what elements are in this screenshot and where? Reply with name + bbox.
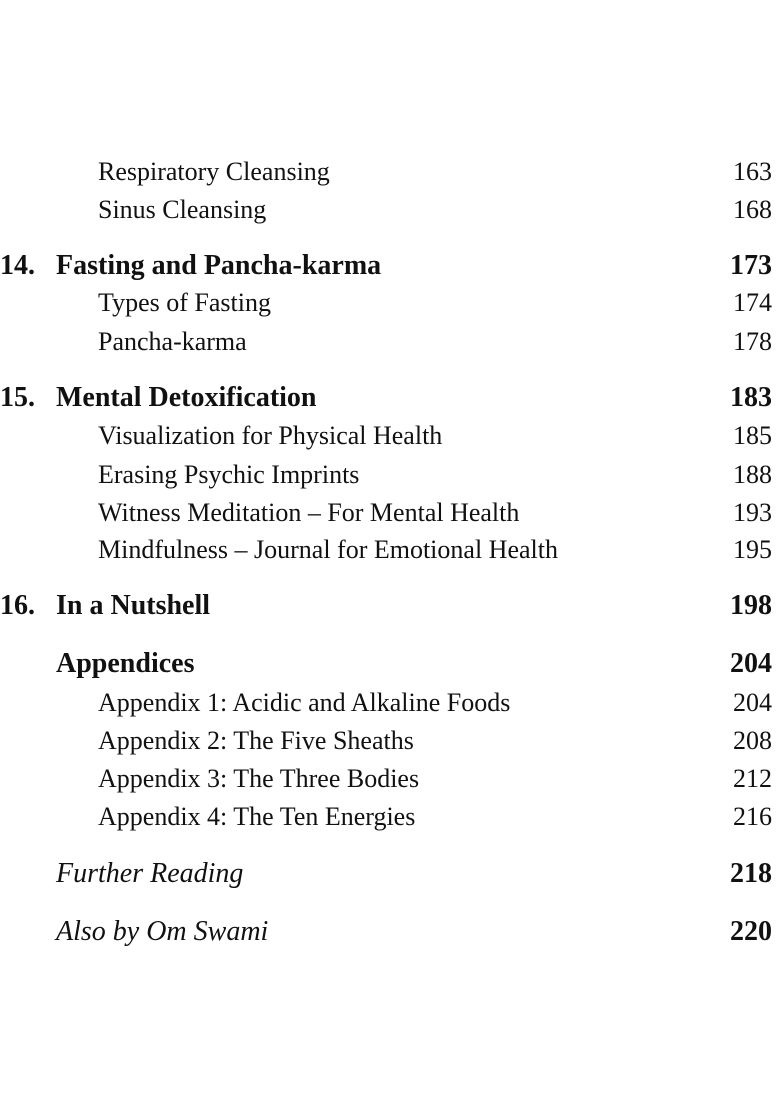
toc-section-entry xyxy=(0,324,772,360)
entry-title: Appendix 3: The Three Bodies xyxy=(98,764,420,793)
toc-backmatter-entry xyxy=(0,914,772,950)
toc-section-entry xyxy=(0,495,772,531)
chapter-number: 14. xyxy=(0,250,35,281)
page-number: 218 xyxy=(730,858,772,889)
toc-section-entry xyxy=(0,723,772,759)
chapter-number: 15. xyxy=(0,382,35,413)
page-number: 195 xyxy=(733,535,772,564)
toc-section-entry xyxy=(0,285,772,321)
page-number: 204 xyxy=(733,688,772,717)
entry-title: Witness Meditation – For Mental Health xyxy=(98,498,520,527)
page-number: 173 xyxy=(730,250,772,281)
page-number: 204 xyxy=(730,648,772,679)
page-number: 216 xyxy=(733,802,772,831)
entry-title: Respiratory Cleansing xyxy=(98,157,330,186)
toc-backmatter-entry xyxy=(0,856,772,892)
chapter-number: 16. xyxy=(0,590,35,621)
page-number: 178 xyxy=(733,327,772,356)
page-number: 220 xyxy=(730,916,772,947)
page-number: 188 xyxy=(733,460,772,489)
toc-section-entry xyxy=(0,192,772,228)
page-number: 168 xyxy=(733,195,772,224)
page-number: 183 xyxy=(730,382,772,413)
toc-section-entry xyxy=(0,457,772,493)
entry-title: Types of Fasting xyxy=(98,288,271,317)
toc-chapter-entry xyxy=(0,588,772,624)
entry-title: In a Nutshell xyxy=(56,590,211,621)
entry-title: Appendix 2: The Five Sheaths xyxy=(98,726,414,755)
page-number: 208 xyxy=(733,726,772,755)
toc-section-entry xyxy=(0,761,772,797)
page-number: 174 xyxy=(733,288,772,317)
entry-title: Appendix 1: Acidic and Alkaline Foods xyxy=(98,688,511,717)
entry-title: Sinus Cleansing xyxy=(98,195,267,224)
entry-title: Erasing Psychic Imprints xyxy=(98,460,360,489)
toc-section-entry xyxy=(0,685,772,721)
page-number: 163 xyxy=(733,157,772,186)
page-number: 185 xyxy=(733,421,772,450)
entry-title: Visualization for Physical Health xyxy=(98,421,443,450)
entry-title: Pancha-karma xyxy=(98,327,247,356)
entry-title: Further Reading xyxy=(56,858,244,889)
entry-title: Mental Detoxification xyxy=(56,382,317,413)
entry-title: Mindfulness – Journal for Emotional Health xyxy=(98,535,558,564)
toc-chapter-entry xyxy=(0,646,772,682)
toc-section-entry xyxy=(0,154,772,190)
toc-chapter-entry xyxy=(0,248,772,284)
toc-section-entry xyxy=(0,532,772,568)
page-number: 198 xyxy=(730,590,772,621)
entry-title: Appendix 4: The Ten Energies xyxy=(98,802,416,831)
toc-chapter-entry xyxy=(0,380,772,416)
entry-title: Appendices xyxy=(56,648,195,679)
entry-title: Also by Om Swami xyxy=(56,916,269,947)
page-number: 193 xyxy=(733,498,772,527)
toc-section-entry xyxy=(0,418,772,454)
toc-section-entry xyxy=(0,799,772,835)
page-number: 212 xyxy=(733,764,772,793)
entry-title: Fasting and Pancha-karma xyxy=(56,250,382,281)
